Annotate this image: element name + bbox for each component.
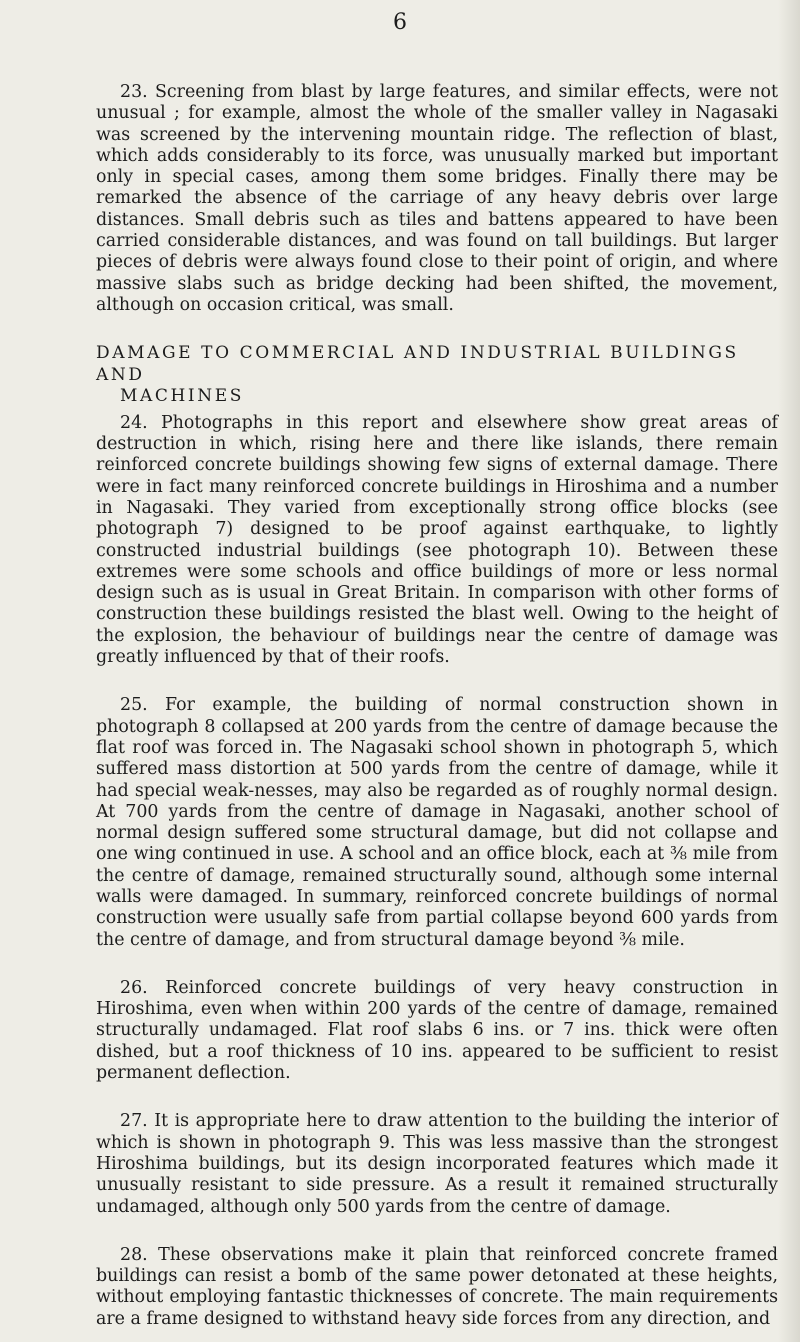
document-body <box>96 82 778 1330</box>
section-heading-line-2: MACHINES <box>120 386 244 407</box>
paragraph-24: 24. Photographs in this report and elsewhere show great areas of destruction in which, rising here and there like islands, there remain reinforced concrete buildings showing few signs of external damage. There were in fact many reinforced concrete buildings in Hiroshima and a number in Nagasaki. They varied from exceptionally strong office blocks (see photograph 7) designed to be proof against earthquake, to lightly constructed industrial buildings (see photograph 10). Between these extremes were some schools and office buildings of more or less normal design such as is usual in Great Britain. In comparison with other forms of construction these buildings resisted the blast well. Owing to the height of the explosion, the behaviour of buildings near the centre of damage was greatly influenced by that of their roofs. <box>96 412 778 668</box>
paragraph-25: 25. For example, the building of normal construction shown in photograph 8 collapsed at 200 yards from the centre of damage because the flat roof was forced in. The Nagasaki school shown in photograph 5, which suffered mass distortion at 500 yards from the centre of damage, while it had special weak-nesses, may also be regarded as of roughly normal design. At 700 yards from the centre of damage in Nagasaki, another school of normal design suffered some structural damage, but did not collapse and one wing continued in use. A school and an office block, each at ⅜ mile from the centre of damage, remained structurally sound, although some internal walls were damaged. In summary, reinforced concrete buildings of normal construction were usually safe from partial collapse beyond 600 yards from the centre of damage, and from structural damage beyond ⅜ mile. <box>96 695 778 950</box>
section-heading <box>96 343 778 408</box>
paragraph-23: 23. Screening from blast by large features, and similar effects, were not unusual ; for example, almost the whole of the smaller valley in Nagasaki was screened by the intervening mountain ridge. The reflection of blast, which adds considerably to its force, was unusually marked but important only in special cases, among them some bridges. Finally there may be remarked the absence of the carriage of any heavy debris over large distances. Small debris such as tiles and battens appeared to have been carried considerable distances, and was found on tall buildings. But larger pieces of debris were always found close to their point of origin, and where massive slabs such as bridge decking had been shifted, the movement, although on occasion critical, was small. <box>96 82 778 315</box>
paragraph-27: 27. It is appropriate here to draw attention to the building the interior of which is shown in photograph 9. This was less massive than the strongest Hiroshima buildings, but its design incorporated features which made it unusually resistant to side pressure. As a result it remained structurally undamaged, although only 500 yards from the centre of damage. <box>96 1111 778 1217</box>
page-number: 6 <box>393 10 407 35</box>
section-heading-line-1: DAMAGE TO COMMERCIAL AND INDUSTRIAL BUILDINGS AND <box>96 343 739 385</box>
page-edge-shadow <box>778 0 800 1342</box>
paragraph-28: 28. These observations make it plain that reinforced concrete framed buildings can resist a bomb of the same power detonated at these heights, without employing fantastic thicknesses of concrete. The main requirements are a frame designed to withstand heavy side forces from any direction, and <box>96 1244 778 1329</box>
paragraph-26: 26. Reinforced concrete buildings of very heavy construction in Hiroshima, even when within 200 yards of the centre of damage, remained structurally undamaged. Flat roof slabs 6 ins. or 7 ins. thick were often dished, but a roof thickness of 10 ins. appeared to be sufficient to resist permanent deflection. <box>96 977 778 1084</box>
